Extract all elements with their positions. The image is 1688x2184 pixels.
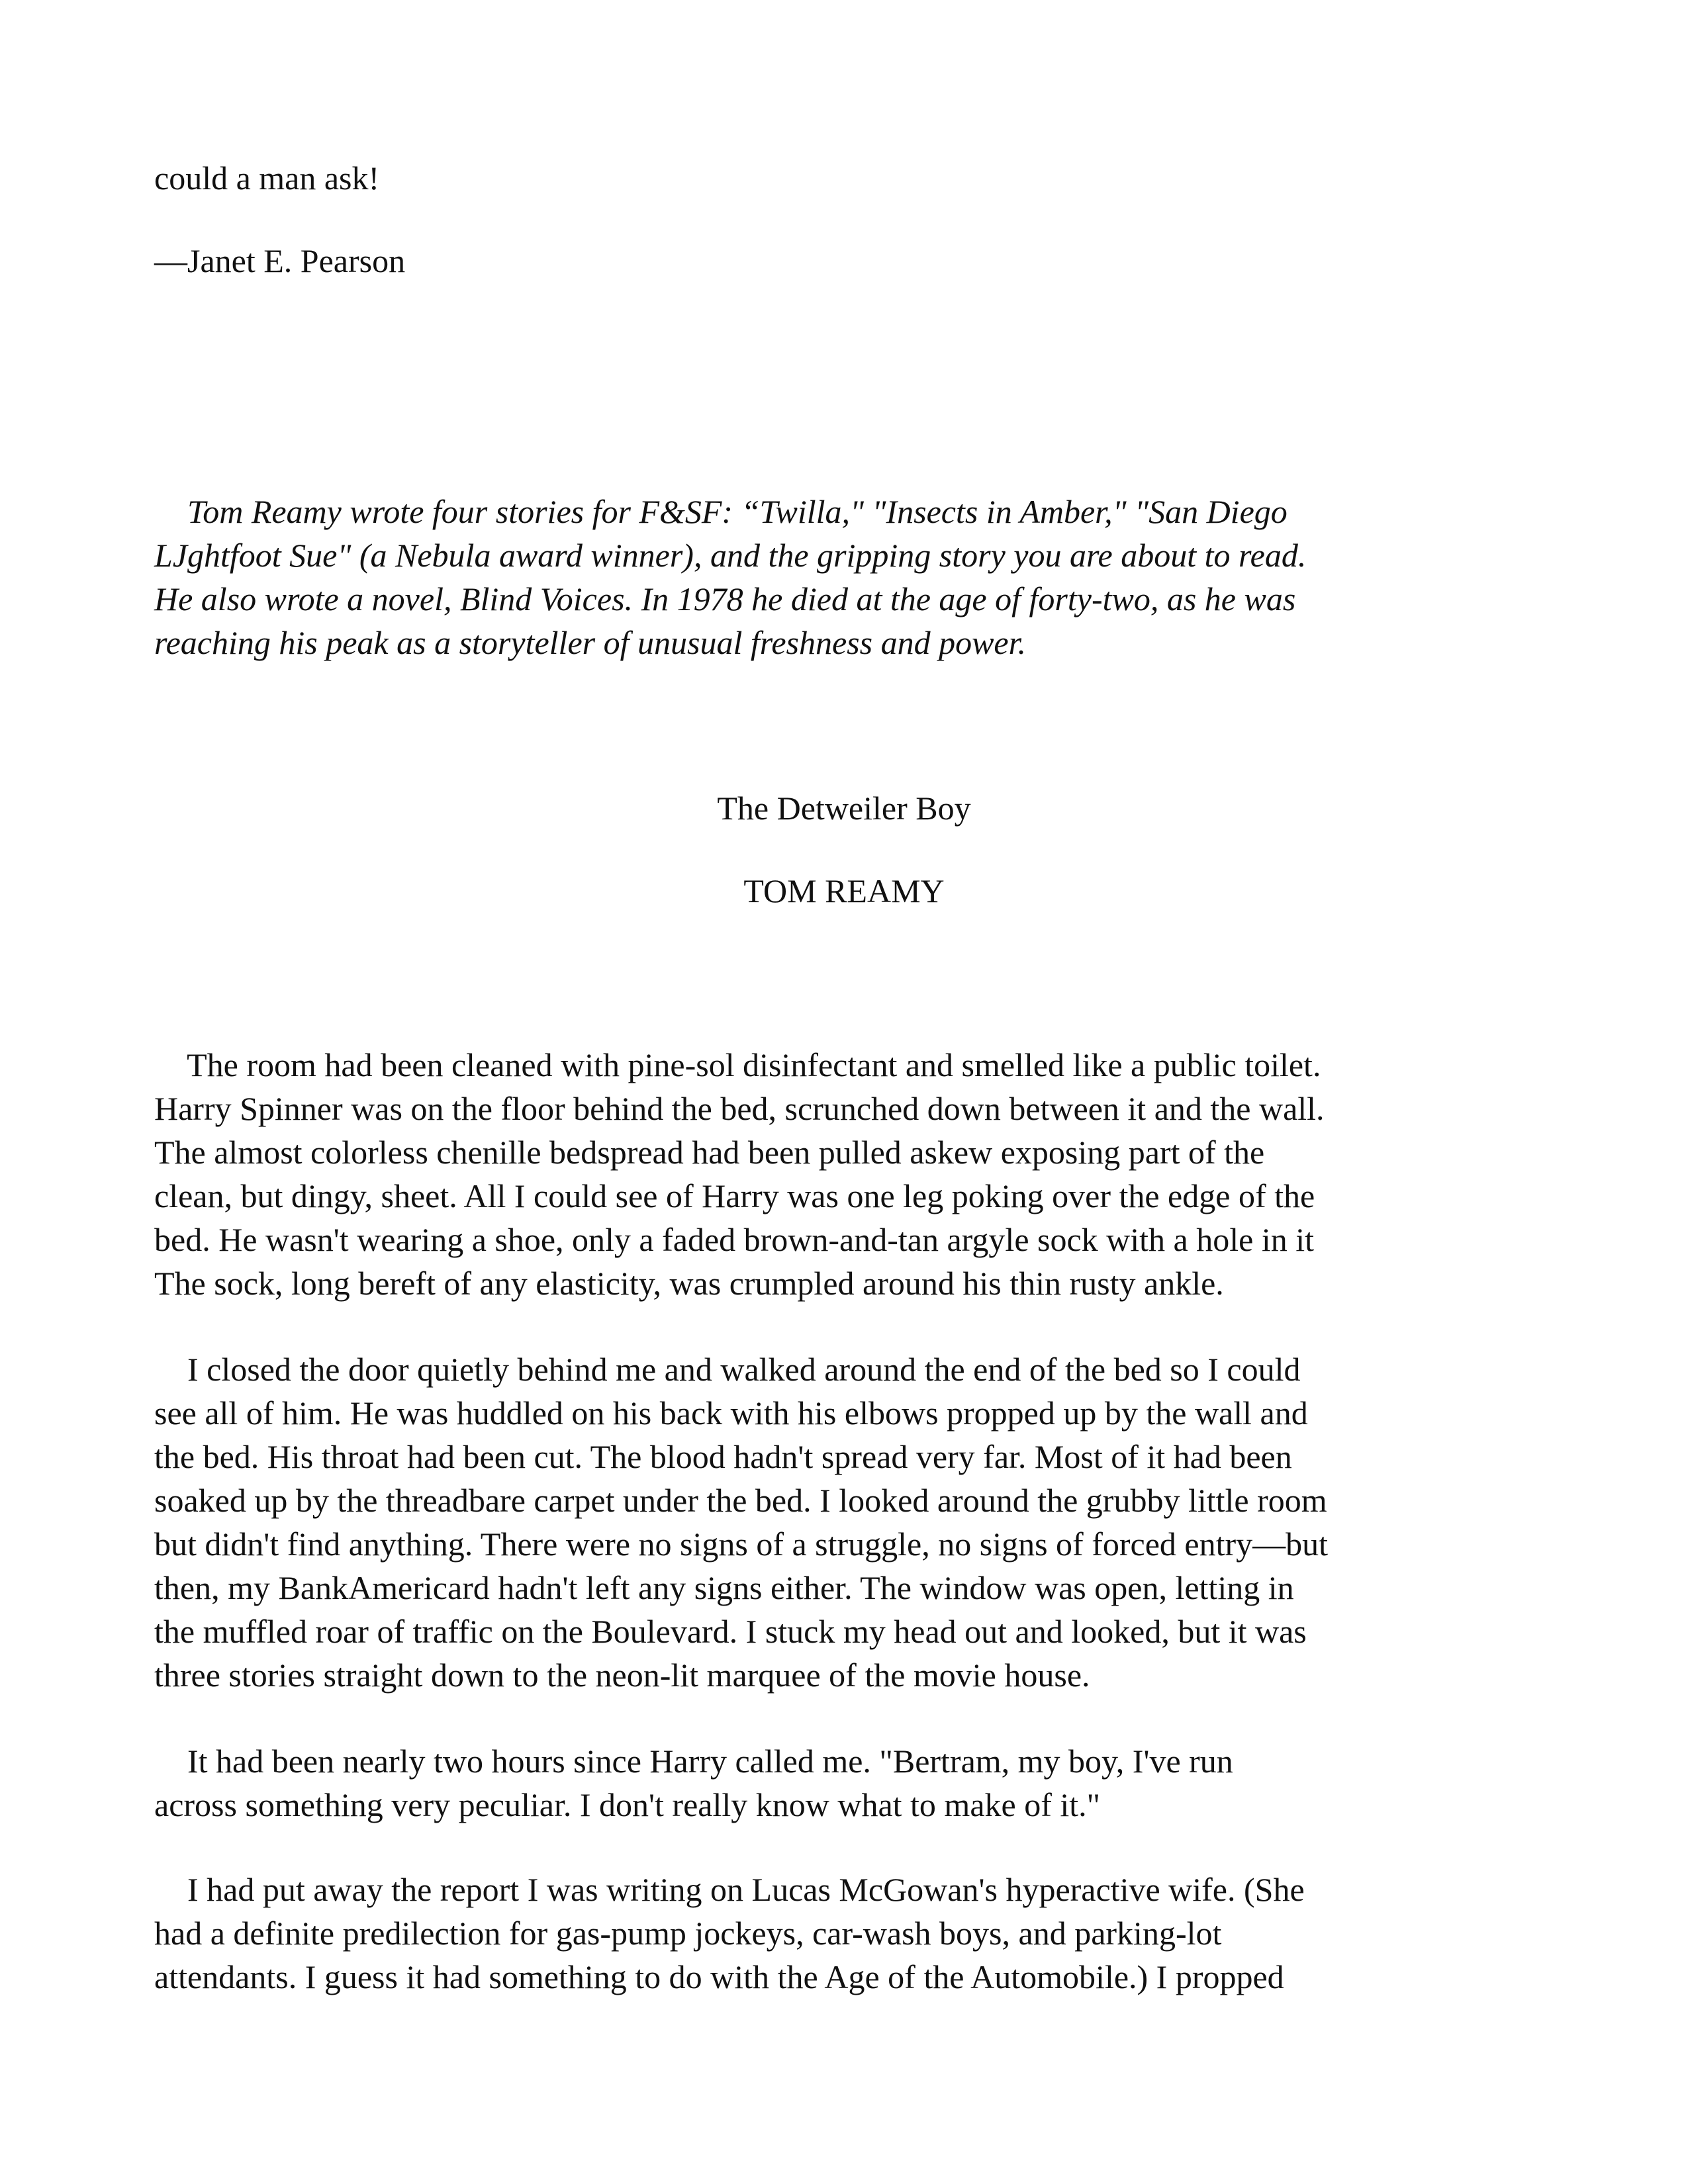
paragraph <box>154 1739 1544 1827</box>
text-line: had a definite predilection for gas-pump jockeys, car-wash boys, and parking-lot <box>154 1915 1222 1952</box>
text-line: the bed. His throat had been cut. The blood hadn't spread very far. Most of it had been <box>154 1438 1292 1475</box>
intro-line: Tom Reamy wrote four stories for F&SF: “Twilla," "Insects in Amber," "San Diego <box>154 493 1288 530</box>
text-line: Harry Spinner was on the floor behind the bed, scrunched down between it and the wall. <box>154 1090 1325 1127</box>
intro-line: He also wrote a novel, Blind Voices. In 1978 he died at the age of forty-two, as he was <box>154 580 1296 617</box>
intro-line: reaching his peak as a storyteller of unusual freshness and power. <box>154 624 1027 661</box>
text-line: I closed the door quietly behind me and walked around the end of the bed so I could <box>154 1351 1301 1388</box>
story-title: The Detweiler Boy <box>717 790 971 827</box>
intro-line: LJghtfoot Sue" (a Nebula award winner), and the gripping story you are about to read. <box>154 537 1307 574</box>
text-line: the muffled roar of traffic on the Boulevard. I stuck my head out and looked, but it was <box>154 1613 1307 1650</box>
text-line: bed. He wasn't wearing a shoe, only a faded brown-and-tan argyle sock with a hole in it <box>154 1221 1315 1258</box>
text-line: It had been nearly two hours since Harry called me. "Bertram, my boy, I've run <box>154 1743 1233 1780</box>
text-line: attendants. I guess it had something to do with the Age of the Automobile.) I propped <box>154 1958 1284 1995</box>
text-line: The almost colorless chenille bedspread had been pulled askew exposing part of the <box>154 1134 1265 1171</box>
signature-line: —Janet E. Pearson <box>154 242 406 279</box>
text-line: The room had been cleaned with pine-sol disinfectant and smelled like a public toilet. <box>154 1046 1321 1083</box>
text-line: across something very peculiar. I don't really know what to make of it." <box>154 1786 1101 1823</box>
story-author: TOM REAMY <box>743 872 945 909</box>
text-line: three stories straight down to the neon-lit marquee of the movie house. <box>154 1657 1090 1694</box>
text-line: then, my BankAmericard hadn't left any signs either. The window was open, letting in <box>154 1569 1294 1606</box>
text-line: The sock, long bereft of any elasticity, was crumpled around his thin rusty ankle. <box>154 1265 1224 1302</box>
text-line: I had put away the report I was writing on Lucas McGowan's hyperactive wife. (She <box>154 1871 1305 1908</box>
text-line: soaked up by the threadbare carpet under the bed. I looked around the grubby little room <box>154 1482 1327 1519</box>
continuation-line: could a man ask! <box>154 159 380 197</box>
text-line: but didn't find anything. There were no signs of a struggle, no signs of forced entry—but <box>154 1525 1329 1563</box>
paragraph <box>154 1347 1544 1697</box>
paragraph <box>154 1868 1544 1999</box>
text-line: see all of him. He was huddled on his back with his elbows propped up by the wall and <box>154 1394 1308 1432</box>
text-line: clean, but dingy, sheet. All I could see of Harry was one leg poking over the edge of the <box>154 1177 1315 1214</box>
paragraph <box>154 1043 1544 1305</box>
author-intro <box>154 490 1538 664</box>
